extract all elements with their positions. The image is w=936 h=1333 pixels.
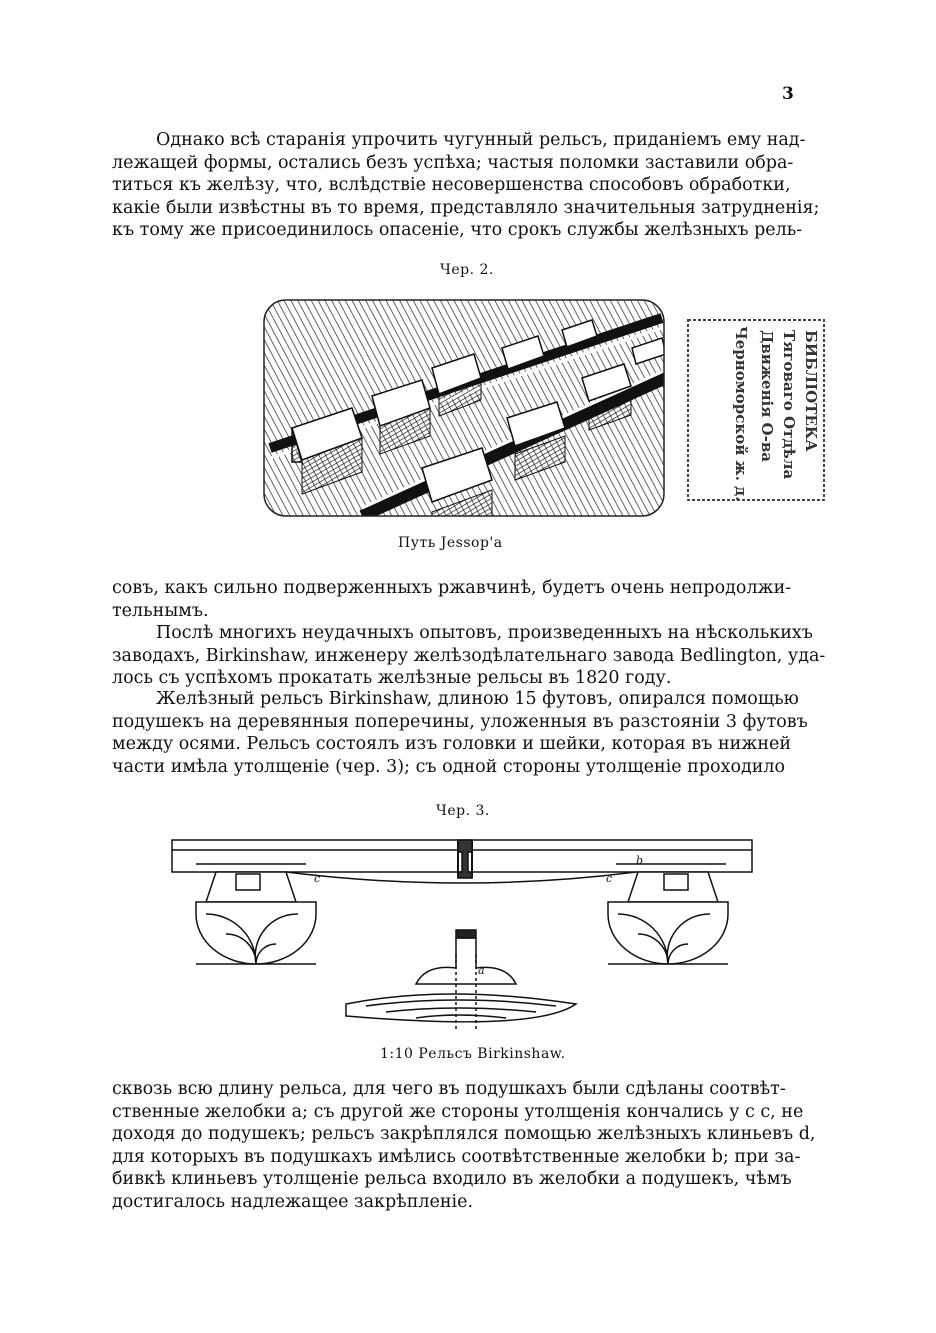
text-line: Однако всѣ старанія упрочить чугунный рельсъ, приданіемъ ему над-	[156, 130, 806, 150]
text-line: достигалось надлежащее закрѣпленіе.	[112, 1191, 474, 1212]
text-line: сквозь всю длину рельса, для чего въ подушкахъ были сдѣланы соотвѣт-	[112, 1079, 786, 1099]
fig3-marker-b: b	[636, 854, 644, 867]
text-line: для которыхъ въ подушкахъ имѣлись соотвѣтственные желобки b; при за-	[112, 1146, 801, 1167]
text-line: подушекъ на деревянныя поперечины, уложенныя въ разстояніи 3 футовъ	[112, 711, 808, 732]
paragraph-4	[112, 688, 808, 778]
text-line: Послѣ многихъ неудачныхъ опытовъ, произведенныхъ на нѣсколькихъ	[156, 623, 813, 643]
text-line: заводахъ, Birkinshaw, инженеру желѣзодѣлательнаго завода Bedlington, уда-	[112, 645, 826, 666]
text-line: лежащей формы, остались безъ успѣха; частыя поломки заставили обра-	[112, 152, 794, 173]
paragraph-1	[112, 129, 820, 242]
text-line: части имѣла утолщеніе (чер. 3); съ одной стороны утолщеніе проходило	[112, 756, 786, 777]
stamp-line-1: БИБЛІОТЕКА	[802, 330, 820, 452]
figure-2-caption: Путь Jessop'a	[398, 535, 503, 551]
text-line: титься къ желѣзу, что, вслѣдствіе несовершенства способовъ обработки,	[112, 175, 791, 195]
text-line: бивкѣ клиньевъ утолщеніе рельса входило въ желобки a подушекъ, чѣмъ	[112, 1169, 792, 1189]
figure-3-label: Чер. 3.	[436, 803, 490, 819]
paragraph-2	[112, 577, 802, 622]
stamp-frame	[686, 318, 826, 502]
fig3-marker-c-right: c	[606, 872, 613, 885]
text-line: между осями. Рельсъ состоялъ изъ головки и шейки, которая въ нижней	[112, 734, 792, 754]
text-line: ственные желобки a; съ другой же стороны утолщенія кончались у c c, не	[112, 1101, 804, 1122]
text-line: къ тому же присоединилось опасеніе, что срокъ службы желѣзныхъ рель-	[112, 220, 803, 240]
fig3-marker-c-left: c	[314, 872, 321, 885]
paragraph-5	[112, 1078, 816, 1213]
page-number: 3	[782, 84, 794, 104]
figure-3-drawing	[166, 834, 758, 1034]
stamp-line-2: Тяговаго Отдѣла	[780, 330, 798, 480]
figure-2-label: Чер. 2.	[440, 262, 494, 278]
figure-2-engraving	[262, 298, 666, 518]
paragraph-3	[112, 622, 826, 690]
text-line: какіе были извѣстны въ то время, представляло значительныя затрудненія;	[112, 197, 820, 218]
text-line: совъ, какъ сильно подверженныхъ ржавчинѣ, будетъ очень непродолжи-	[112, 578, 792, 598]
text-line: лось съ успѣхомъ прокатать желѣзные рельсы въ 1820 году.	[112, 668, 672, 688]
text-line: тельнымъ.	[112, 600, 209, 621]
fig3-marker-a: a	[478, 964, 485, 977]
figure-3-caption: 1:10 Рельсъ Birkinshaw.	[380, 1046, 566, 1062]
text-line: Желѣзный рельсъ Birkinshaw, длиною 15 футовъ, опирался помощью	[156, 689, 799, 709]
stamp-line-4: Черноморской ж. д.	[732, 326, 750, 502]
library-stamp	[686, 318, 826, 502]
stamp-line-3: Движенія О-ва	[758, 330, 776, 462]
text-line: доходя до подушекъ; рельсъ закрѣплялся помощью желѣзныхъ клиньевъ d,	[112, 1124, 816, 1144]
